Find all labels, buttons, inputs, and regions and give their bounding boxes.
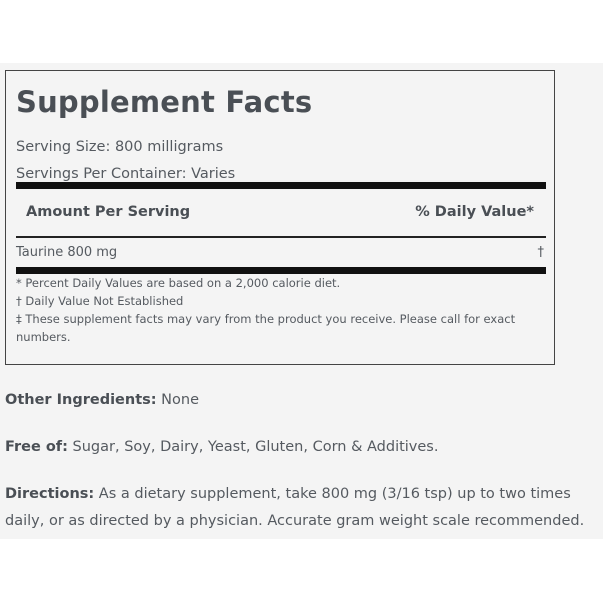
servings-per-container: Servings Per Container: Varies	[16, 166, 236, 182]
other-ingredients-label: Other Ingredients:	[5, 392, 157, 408]
directions	[5, 481, 597, 535]
free-of-label: Free of:	[5, 439, 68, 455]
footnote-may-vary: ‡ These supplement facts may vary from the product you receive. Please call for exact numbers.	[16, 312, 516, 344]
serving-size: Serving Size: 800 milligrams	[16, 139, 224, 155]
other-ingredients-value: None	[156, 392, 200, 408]
thick-divider-bottom	[16, 267, 546, 274]
ingredient-daily-value: †	[537, 245, 544, 260]
free-of-value: Sugar, Soy, Dairy, Yeast, Gluten, Corn & Additives.	[67, 439, 439, 455]
ingredient-name: Taurine 800 mg	[16, 245, 118, 260]
facts-title: Supplement Facts	[16, 85, 313, 119]
amount-per-serving-header: Amount Per Serving	[26, 204, 191, 220]
thick-divider-top	[16, 182, 546, 189]
footnote-percent-dv: * Percent Daily Values are based on a 2,000 calorie diet.	[16, 276, 341, 290]
daily-value-header: % Daily Value*	[415, 204, 534, 220]
directions-value: As a dietary supplement, take 800 mg (3/16 tsp) up to two times daily, or as directed by a physician. Accurate gram weight scale recommended.	[5, 486, 585, 529]
footnote-dv-not-established: † Daily Value Not Established	[16, 294, 184, 308]
supplement-facts-box	[5, 70, 555, 365]
other-ingredients	[5, 387, 595, 414]
free-of	[5, 434, 595, 461]
directions-label: Directions:	[5, 486, 95, 502]
thin-divider	[16, 236, 546, 238]
product-info-panel	[0, 63, 603, 539]
